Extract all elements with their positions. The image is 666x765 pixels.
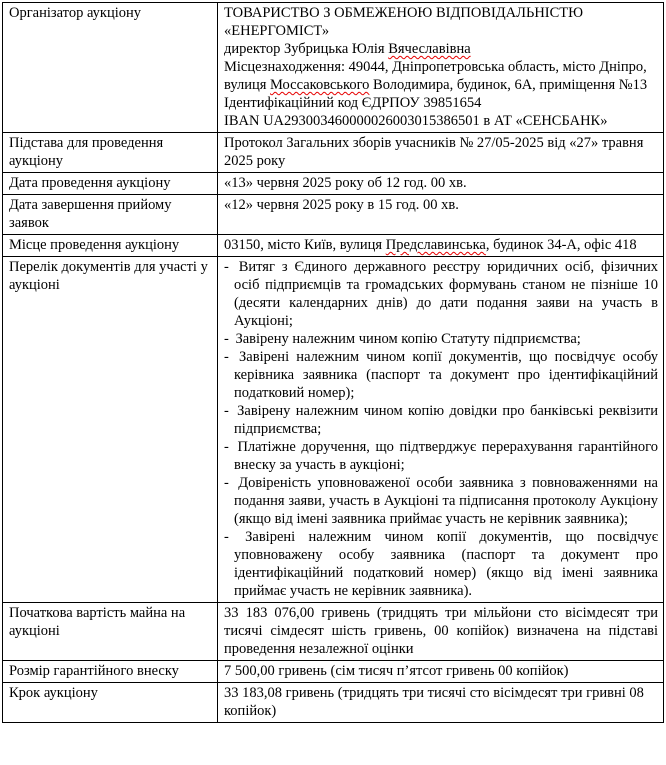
table-row — [3, 257, 664, 603]
table-row — [3, 173, 664, 195]
text-run: «13» червня 2025 року об 12 год. 00 хв. — [224, 175, 467, 191]
paragraph — [224, 94, 658, 112]
row-value — [218, 173, 664, 195]
auction-rows — [3, 3, 664, 723]
row-value — [218, 195, 664, 235]
list-item-text: Платіжне доручення, що підтверджує перерахування гарантійного внеску за участь в аукціоні; — [234, 439, 658, 473]
paragraph — [224, 604, 658, 658]
list-bullet: - — [224, 529, 243, 545]
table-row — [3, 235, 664, 257]
text-run: Володимира, будинок, 6А, приміщення №13 — [369, 77, 648, 93]
list-item — [224, 348, 658, 402]
row-label: Дата завершення прийому заявок — [3, 195, 218, 235]
list-item — [224, 330, 658, 348]
list-item — [224, 258, 658, 330]
list-item-text: Витяг з Єдиного державного реєстру юридичних осіб, фізичних осіб підприємців та громадських формувань станом не пізніше 10 (десяти календарних днів) до дати подання заяви на участь в Аукціоні; — [234, 259, 658, 329]
list-item-text: Завірену належним чином копію Статуту підприємства; — [235, 331, 581, 347]
text-run: Місцезнаходження: 49044, Дніпропетровська область, місто Дніпро, вулиця — [224, 59, 647, 93]
table-row — [3, 661, 664, 683]
list-item — [224, 474, 658, 528]
row-label: Перелік документів для участі у аукціоні — [3, 257, 218, 603]
text-run: IBAN UA293003460000026003015386501 в АТ «СЕНСБАНК» — [224, 113, 608, 129]
list-bullet: - — [224, 475, 236, 491]
row-label: Підстава для проведення аукціону — [3, 133, 218, 173]
list-bullet: - — [224, 403, 235, 419]
row-label: Місце проведення аукціону — [3, 235, 218, 257]
table-row — [3, 603, 664, 661]
row-label: Організатор аукціону — [3, 3, 218, 133]
paragraph — [224, 40, 658, 58]
misspelled-word: Моссаковського — [270, 77, 370, 93]
paragraph — [224, 684, 658, 720]
text-run: «12» червня 2025 року в 15 год. 00 хв. — [224, 197, 459, 213]
paragraph — [224, 4, 658, 40]
row-value — [218, 603, 664, 661]
misspelled-word: Предславинська — [385, 237, 486, 253]
list-item-text: Завірену належним чином копію довідки про банківські реквізити підприємства; — [234, 403, 658, 437]
row-value — [218, 235, 664, 257]
paragraph — [224, 196, 658, 214]
row-value — [218, 3, 664, 133]
table-row — [3, 683, 664, 723]
table-row — [3, 195, 664, 235]
paragraph — [224, 662, 658, 680]
text-run: директор Зубрицька Юлія — [224, 41, 389, 57]
row-value — [218, 683, 664, 723]
table-row — [3, 133, 664, 173]
list-item — [224, 402, 658, 438]
row-label: Початкова вартість майна на аукціоні — [3, 603, 218, 661]
list-item — [224, 438, 658, 474]
list-item — [224, 528, 658, 600]
list-item-text: Завірені належним чином копії документів, що посвідчує уповноважену особу заявника (паспорт та документ про ідентифікаційний податковий номер) (якщо від імені заявника приймає участь не керівник заявника). — [234, 529, 658, 599]
row-label: Дата проведення аукціону — [3, 173, 218, 195]
row-value — [218, 257, 664, 603]
paragraph — [224, 58, 658, 94]
list-item-text: Довіреність уповноваженої особи заявника з повноваженнями на подання заяви, участь в Аукціоні та підписання протоколу Аукціону (якщо від імені заявника приймає участь не керівник заявника); — [234, 475, 658, 527]
text-run: 7 500,00 гривень (сім тисяч п’ятсот гривень 00 копійок) — [224, 663, 569, 679]
row-label: Крок аукціону — [3, 683, 218, 723]
row-value — [218, 133, 664, 173]
text-run: 03150, місто Київ, вулиця — [224, 237, 386, 253]
text-run: Ідентифікаційний код ЄДРПОУ 39851654 — [224, 95, 482, 111]
paragraph — [224, 134, 658, 170]
list-bullet: - — [224, 331, 233, 347]
list-item-text: Завірені належним чином копії документів, що посвідчує особу керівника заявника (паспорт та документ про ідентифікаційний податковий номер); — [234, 349, 658, 401]
text-run: Протокол Загальних зборів учасників № 27/05-2025 від «27» травня 2025 року — [224, 135, 644, 169]
paragraph — [224, 112, 658, 130]
table-row — [3, 3, 664, 133]
text-run: , будинок 34-А, офіс 418 — [485, 237, 637, 253]
list-bullet: - — [224, 439, 235, 455]
text-run: ТОВАРИСТВО З ОБМЕЖЕНОЮ ВІДПОВІДАЛЬНІСТЮ «ЕНЕРГОМІСТ» — [224, 5, 584, 39]
row-value — [218, 661, 664, 683]
paragraph — [224, 174, 658, 192]
row-label: Розмір гарантійного внеску — [3, 661, 218, 683]
misspelled-word: Вячеславівна — [388, 41, 471, 57]
text-run: 33 183,08 гривень (тридцять три тисячі сто вісімдесят три гривні 08 копійок) — [224, 685, 644, 719]
list-bullet: - — [224, 349, 237, 365]
paragraph — [224, 236, 658, 254]
text-run: 33 183 076,00 гривень (тридцять три мільйони сто вісімдесят три тисячі сімдесят шість гривень, 00 копійок) визначена на підставі проведення незалежної оцінки — [224, 605, 658, 657]
auction-info-table — [2, 2, 664, 723]
list-bullet: - — [224, 259, 236, 275]
